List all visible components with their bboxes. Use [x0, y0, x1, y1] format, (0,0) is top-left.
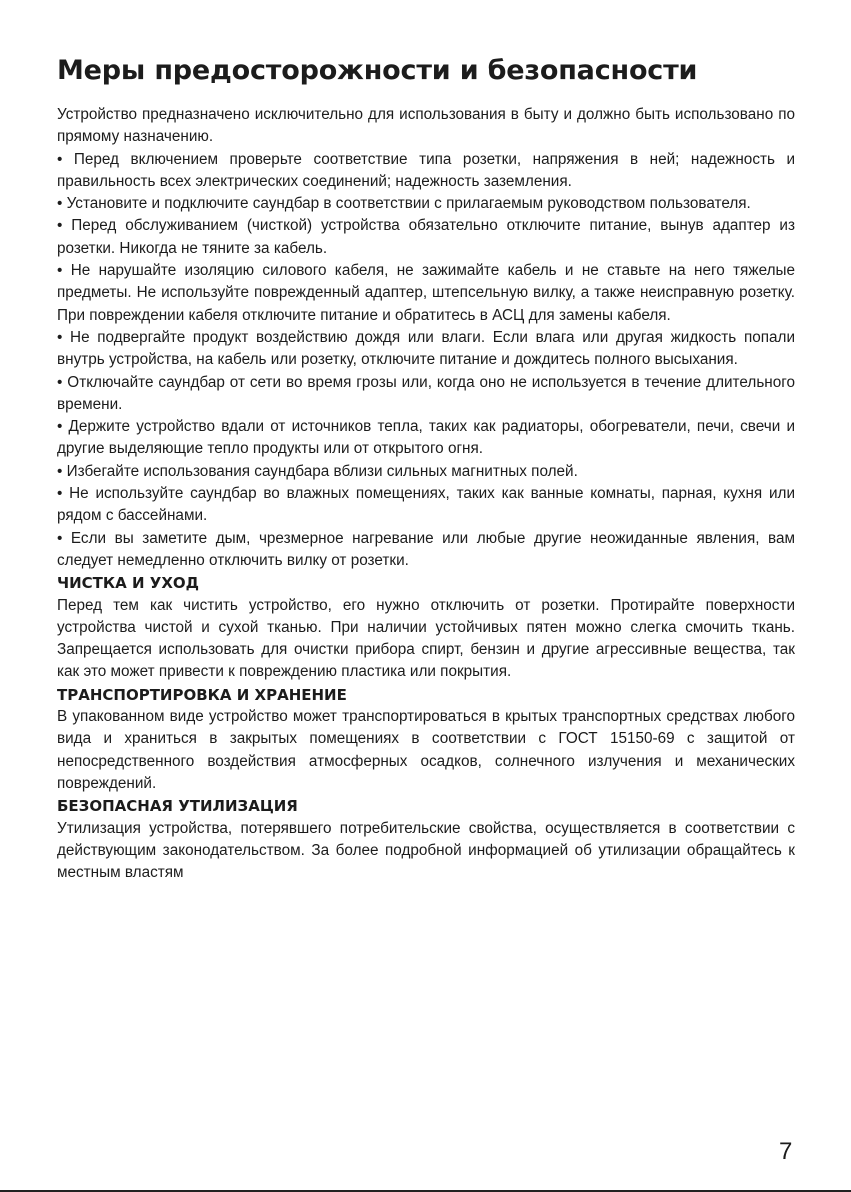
section-heading-cleaning: ЧИСТКА И УХОД [57, 574, 200, 593]
bullet-item: • Держите устройство вдали от источников тепла, таких как радиаторы, обогреватели, печи, свечи и другие выделяющие тепло продукты или от открытого огня. [57, 418, 795, 458]
page-title: Меры предосторожности и безопасности [57, 55, 698, 86]
bullet-item: • Отключайте саундбар от сети во время грозы или, когда оно не используется в течение длительного времени. [57, 373, 795, 413]
bullet-item: • Не нарушайте изоляцию силового кабеля, не зажимайте кабель и не ставьте на него тяжелые предметы. Не используйте поврежденный адаптер, штепсельную вилку, а также неисправную розетку. При повреждении кабеля отключите питание и обратитесь в АСЦ для замены кабеля. [57, 262, 795, 324]
bullet-item: • Не используйте саундбар во влажных помещениях, таких как ванные комнаты, парная, кухня или рядом с бассейнами. [57, 485, 795, 525]
section-heading-disposal: БЕЗОПАСНАЯ УТИЛИЗАЦИЯ [57, 797, 298, 816]
bullet-item: • Перед обслуживанием (чисткой) устройства обязательно отключите питание, вынув адаптер из розетки. Никогда не тяните за кабель. [57, 217, 795, 257]
section-heading-transport: ТРАНСПОРТИРОВКА И ХРАНЕНИЕ [57, 685, 347, 704]
page-content [57, 54, 795, 884]
section-text-disposal: Утилизация устройства, потерявшего потребительские свойства, осуществляется в соответствии с действующим законодательством. За более подробной информацией об утилизации обращайтесь к местным властям [57, 819, 795, 882]
bullet-item: • Избегайте использования саундбара вблизи сильных магнитных полей. [57, 462, 578, 480]
intro-paragraph: Устройство предназначено исключительно для использования в быту и должно быть использовано по прямому назначению. [57, 106, 795, 146]
bullet-item: • Не подвергайте продукт воздействию дождя или влаги. Если влага или другая жидкость попали внутрь устройства, на кабель или розетку, отключите питание и дождитесь полного высыхания. [57, 328, 795, 369]
section-text-transport: В упакованном виде устройство может транспортироваться в крытых транспортных средствах любого вида и храниться в закрытых помещениях в соответствии с ГОСТ 15150-69 с защитой от непосредственного воздействия атмосферных осадков, солнечного излучения и механических повреждений. [57, 708, 795, 792]
bullet-item: • Если вы заметите дым, чрезмерное нагревание или любые другие неожиданные явления, вам следует немедленно отключить вилку от розетки. [57, 529, 795, 569]
section-text-cleaning: Перед тем как чистить устройство, его нужно отключить от розетки. Протирайте поверхности устройства чистой и сухой тканью. При наличии устойчивых пятен можно слегка смочить ткань. Запрещается использовать для очистки прибора спирт, бензин и другие агрессивные вещества, так как это может привести к повреждению пластика или покрытия. [57, 596, 795, 681]
bullet-item: • Перед включением проверьте соответствие типа розетки, напряжения в ней; надежность и правильность всех электрических соединений; надежность заземления. [57, 150, 795, 190]
bullet-item: • Установите и подключите саундбар в соответствии с прилагаемым руководством пользователя. [57, 195, 751, 213]
page-number: 7 [779, 1138, 793, 1165]
